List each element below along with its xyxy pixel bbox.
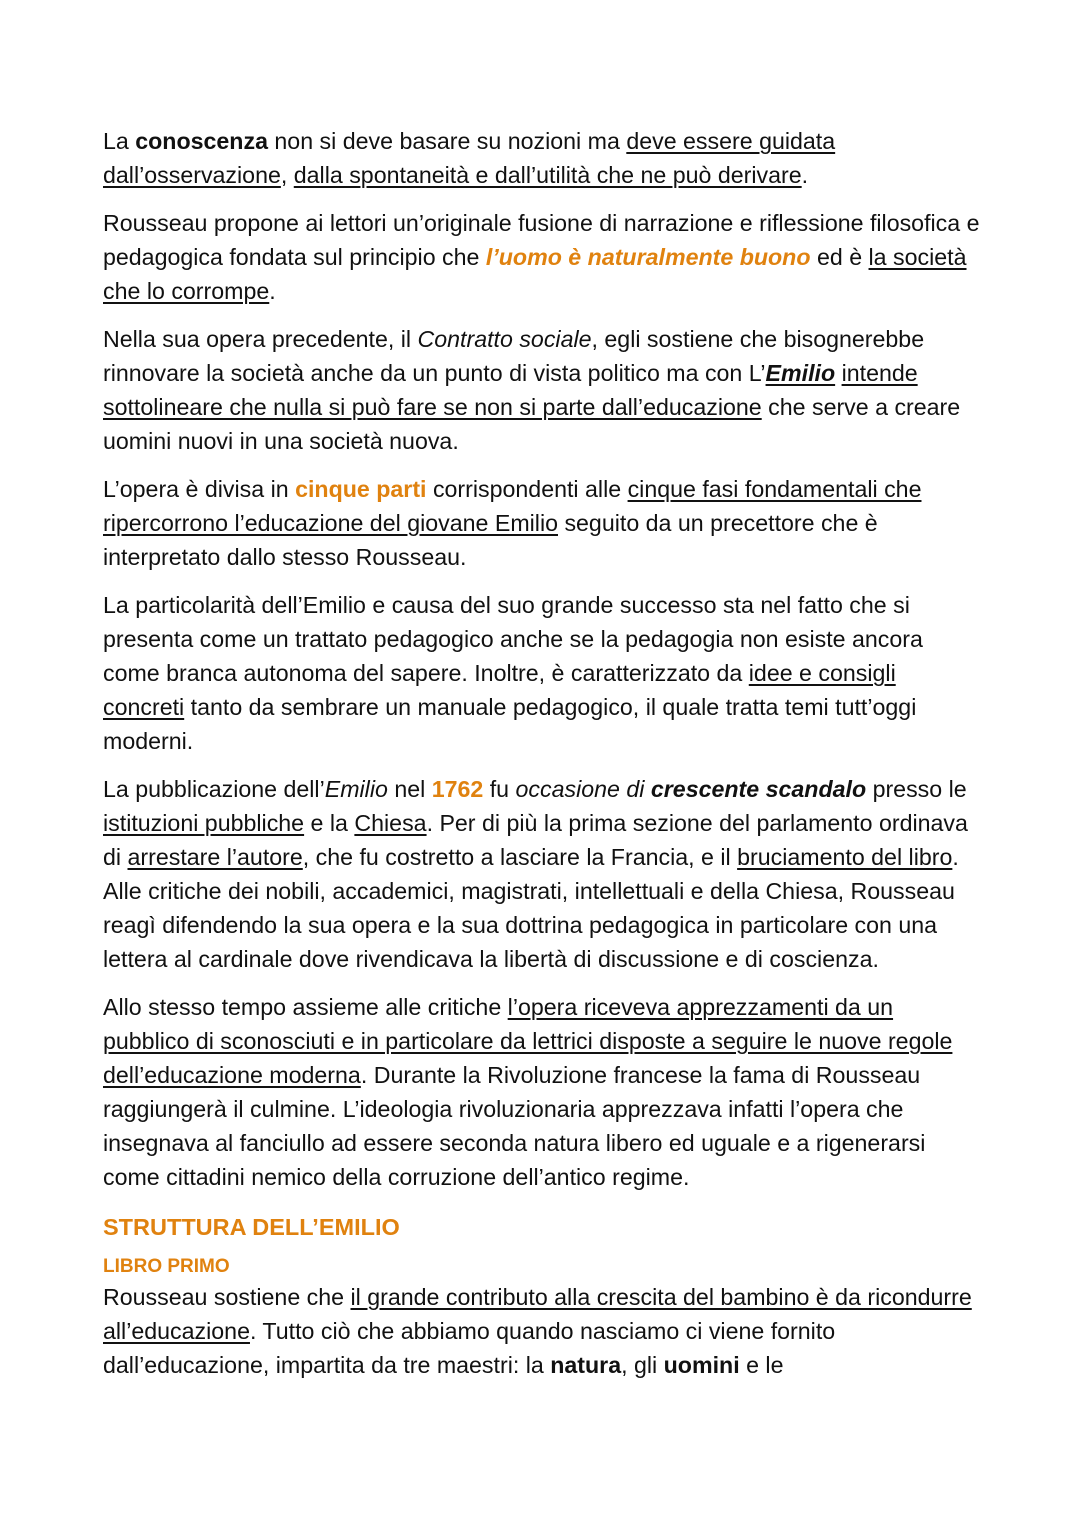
italic-phrase: occasione di xyxy=(515,776,651,802)
text-span: . Tutto ciò che abbiamo quando nasciamo ci viene fornito dall’educazione, impartita da tre maestri: la xyxy=(103,1318,836,1378)
underlined-phrase: istituzioni pubbliche xyxy=(103,810,305,836)
text-span: corrispondenti alle xyxy=(426,476,628,502)
text-span: . Durante la Rivoluzione francese la fama di Rousseau raggiungerà il culmine. L’ideologia rivoluzionaria apprezzava infatti l’opera che insegnava al fanciullo ad essere seconda natura libero ed uguale e a rigenerarsi come cittadini nemico della corruzione dell’antico regime. xyxy=(103,1062,926,1190)
italic-title-contratto-sociale: Contratto sociale xyxy=(417,326,592,352)
paragraph-fusione xyxy=(103,206,983,308)
text-span: . Alle critiche dei nobili, accademici, magistrati, intellettuali e della Chiesa, Rousseau reagì difendendo la sua opera e la sua dottrina pedagogica in particolare con una lettera al cardinale dove rivendicava la libertà di discussione e di coscienza. xyxy=(103,844,959,972)
text-span: e la xyxy=(304,810,355,836)
document-page xyxy=(103,124,983,1382)
text-span: seguito da un precettore che è interpretato dallo stesso Rousseau. xyxy=(103,510,878,570)
highlight-year-1762: 1762 xyxy=(431,776,484,802)
underlined-phrase: la società che lo corrompe xyxy=(103,244,967,304)
underlined-phrase: deve essere guidata dall’osservazione xyxy=(103,128,836,188)
highlight-uomo-buono: l’uomo è naturalmente buono xyxy=(485,244,811,270)
text-span: nel xyxy=(387,776,432,802)
text-span: , gli xyxy=(621,1352,664,1378)
underlined-phrase: idee e consigli concreti xyxy=(103,660,896,720)
text-span: La xyxy=(103,128,136,154)
text-span: , egli sostiene che bisognerebbe rinnovare la società anche da un punto di vista politico ma con L’ xyxy=(103,326,925,386)
underlined-phrase: arrestare l’autore xyxy=(127,844,303,870)
italic-title-emilio: Emilio xyxy=(765,360,836,386)
underlined-phrase: dalla spontaneità e dall’utilità che ne può derivare xyxy=(293,162,802,188)
text-span: che serve a creare uomini nuovi in una società nuova. xyxy=(103,394,961,454)
bold-term-conoscenza: conoscenza xyxy=(135,128,268,154)
text-span: Nella sua opera precedente, il xyxy=(103,326,418,352)
underlined-phrase: il grande contributo alla crescita del bambino è da ricondurre all’educazione xyxy=(103,1284,972,1344)
text-span: fu xyxy=(483,776,516,802)
underlined-phrase: cinque fasi fondamentali che ripercorrono l’educazione del giovane Emilio xyxy=(103,476,922,536)
text-span: tanto da sembrare un manuale pedagogico, il quale tratta temi tutt’oggi moderni. xyxy=(103,694,917,754)
text-span: Rousseau sostiene che xyxy=(103,1284,351,1310)
text-span: . Per di più la prima sezione del parlamento ordinava di xyxy=(103,810,968,870)
text-span: Allo stesso tempo assieme alle critiche xyxy=(103,994,508,1020)
underlined-phrase: l’opera riceveva apprezzamenti da un pubblico di sconosciuti e in particolare da lettrici disposte a seguire le nuove regole dell’educazione moderna xyxy=(103,994,953,1088)
section-heading: STRUTTURA DELL’EMILIO xyxy=(103,1214,400,1240)
paragraph-contratto-sociale xyxy=(103,322,983,458)
text-span: presso le xyxy=(866,776,967,802)
paragraph-apprezzamenti xyxy=(103,990,983,1194)
underlined-phrase: intende sottolineare che nulla si può fare se non si parte dall’educazione xyxy=(103,360,918,420)
paragraph-libro-primo xyxy=(103,1280,983,1382)
bold-italic-crescente-scandalo: crescente scandalo xyxy=(650,776,867,802)
underlined-phrase: Chiesa xyxy=(354,810,427,836)
text-span: non si deve basare su nozioni ma xyxy=(267,128,627,154)
text-span: , che fu costretto a lasciare la Francia, e il xyxy=(302,844,738,870)
text-span: La particolarità dell’Emilio e causa del suo grande successo sta nel fatto che si presenta come un trattato pedagogico anche se la pedagogia non esiste ancora come branca autonoma del sapere. Inoltre, è caratterizzato da xyxy=(103,592,923,686)
italic-title-emilio: Emilio xyxy=(324,776,388,802)
paragraph-cinque-parti xyxy=(103,472,983,574)
underlined-phrase: bruciamento del libro xyxy=(737,844,953,870)
bold-term-uomini: uomini xyxy=(663,1352,740,1378)
text-span: . xyxy=(801,162,809,188)
text-span: Rousseau propone ai lettori un’originale fusione di narrazione e riflessione filosofica e pedagogica fondata sul principio che xyxy=(103,210,980,270)
text-span: , xyxy=(280,162,294,188)
subheading-libro-primo: LIBRO PRIMO xyxy=(103,1256,230,1277)
text-span: ed è xyxy=(810,244,869,270)
bold-term-natura: natura xyxy=(550,1352,622,1378)
text-span: La pubblicazione dell’ xyxy=(103,776,325,802)
text-span: e le xyxy=(739,1352,784,1378)
text-span: . xyxy=(269,278,276,304)
text-span: L’opera è divisa in xyxy=(103,476,296,502)
highlight-cinque-parti: cinque parti xyxy=(295,476,427,502)
paragraph-conoscenza xyxy=(103,124,983,192)
paragraph-particolarita xyxy=(103,588,983,758)
paragraph-pubblicazione xyxy=(103,772,983,976)
